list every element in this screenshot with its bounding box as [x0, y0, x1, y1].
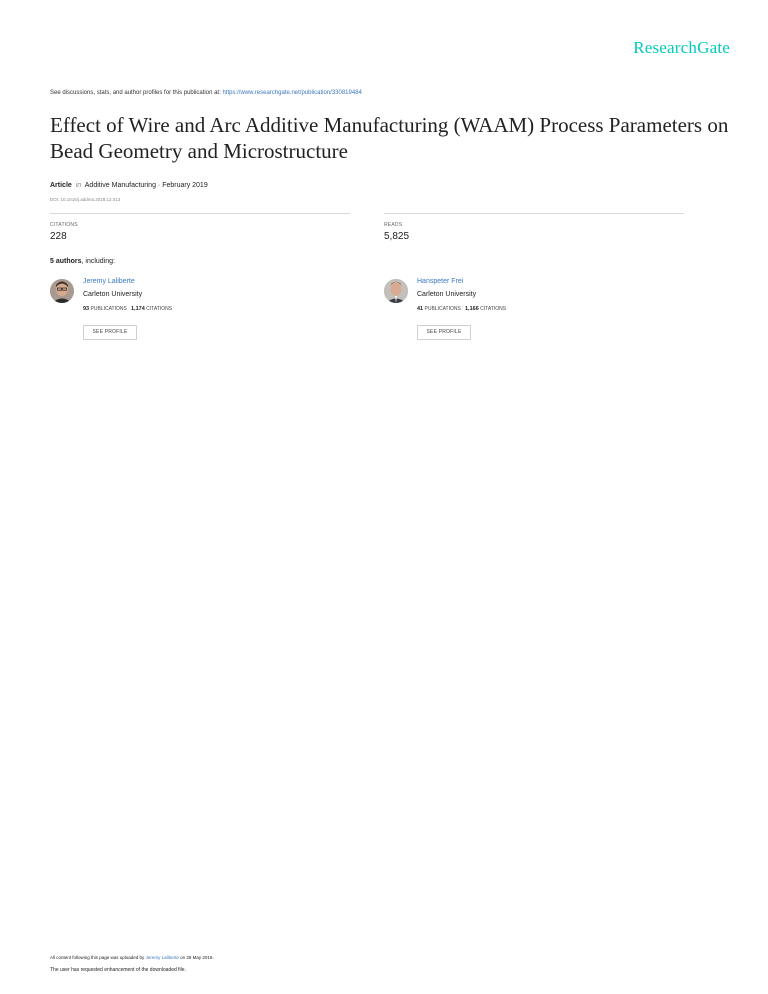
author-publications-count: 93 [83, 306, 90, 312]
author-institution: Carleton University [417, 291, 477, 298]
avatar[interactable] [384, 279, 408, 303]
reads-label: READS [384, 222, 403, 228]
publication-type: Article [50, 182, 72, 189]
person-photo-icon [384, 279, 408, 303]
author-name-link[interactable]: Hanspeter Frei [417, 278, 464, 285]
discussion-line [50, 90, 362, 96]
author-citations-count: 1,174 [131, 306, 145, 312]
author-publications-label: PUBLICATIONS [424, 306, 461, 312]
discussion-prefix: See discussions, stats, and author profiles for this publication at: [50, 90, 223, 96]
upload-note [50, 955, 214, 960]
publication-url-link[interactable]: https://www.researchgate.net/publication/330819484 [222, 90, 362, 96]
author-citations-count: 1,166 [465, 306, 479, 312]
person-photo-icon [50, 279, 74, 303]
upload-suffix: on 28 May 2019. [178, 955, 214, 960]
author-citations-label: CITATIONS [146, 306, 173, 312]
author-publications-count: 41 [417, 306, 424, 312]
citations-label: CITATIONS [50, 222, 78, 228]
upload-prefix: All content following this page was uploaded by [50, 955, 146, 960]
reads-value: 5,825 [384, 231, 410, 242]
enhancement-note: The user has requested enhancement of the downloaded file. [50, 967, 186, 973]
publication-meta [50, 182, 208, 189]
author-name-link[interactable]: Jeremy Laliberte [83, 278, 135, 285]
citations-value: 228 [50, 231, 67, 242]
doi: DOI: 10.1016/j.addma.2018.12.013 [50, 197, 121, 202]
divider-left [50, 213, 350, 214]
authors-suffix: , including: [81, 258, 115, 265]
author-stats [83, 306, 172, 312]
researchgate-logo[interactable]: ResearchGate [633, 38, 730, 57]
authors-summary [50, 258, 115, 265]
uploader-link[interactable]: Jeremy Laliberte [145, 955, 179, 960]
avatar[interactable] [50, 279, 74, 303]
see-profile-button[interactable]: SEE PROFILE [417, 325, 471, 340]
in-word: in [75, 182, 82, 189]
author-institution: Carleton University [83, 291, 143, 298]
publication-title: Effect of Wire and Arc Additive Manufacturing (WAAM) Process Parameters on Bead Geometry and Microstructure [50, 113, 729, 163]
authors-count: 5 authors [50, 258, 82, 265]
author-citations-label: CITATIONS [480, 306, 507, 312]
journal-date: Additive Manufacturing · February 2019 [84, 182, 208, 189]
author-stats [417, 306, 506, 312]
divider-right [384, 213, 684, 214]
see-profile-button[interactable]: SEE PROFILE [83, 325, 137, 340]
author-publications-label: PUBLICATIONS [90, 306, 127, 312]
